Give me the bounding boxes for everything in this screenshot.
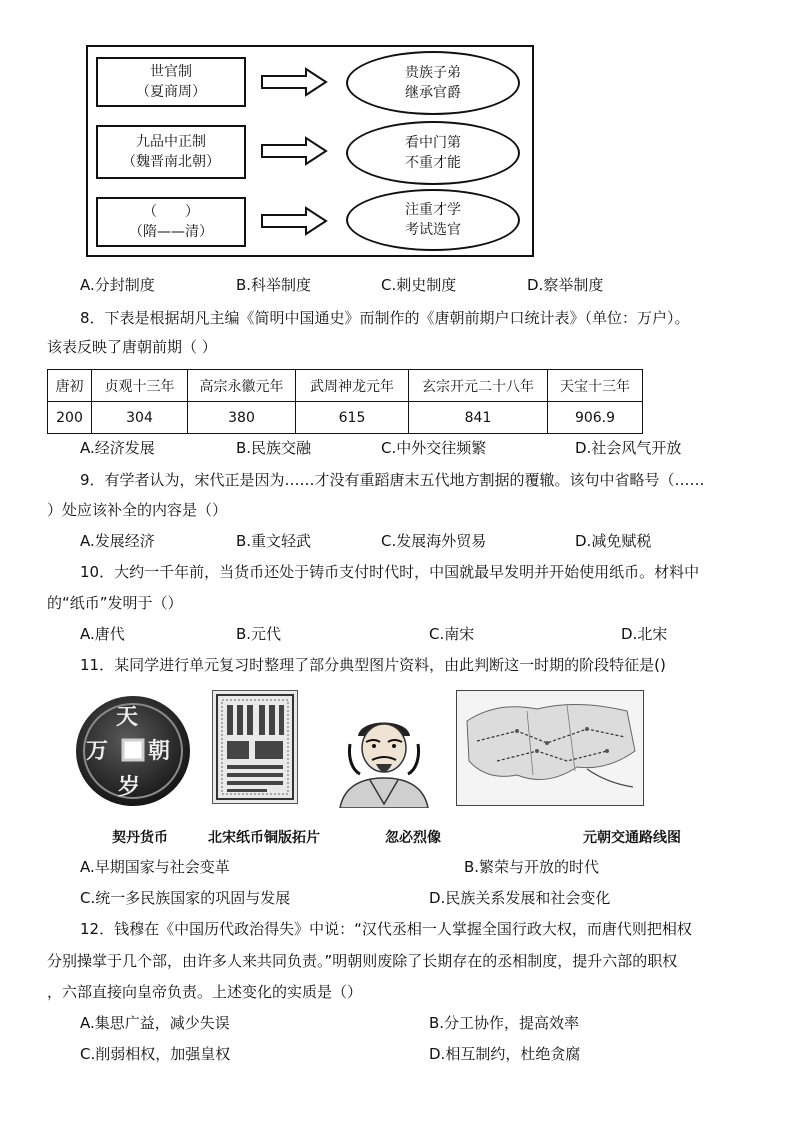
q8-option-d[interactable]: D.社会风气开放 bbox=[575, 439, 682, 457]
table-header-cell: 高宗永徽元年 bbox=[188, 370, 296, 402]
table-cell: 304 bbox=[92, 402, 188, 434]
table-row bbox=[48, 402, 643, 434]
q7-option-d[interactable]: D.察举制度 bbox=[527, 276, 604, 294]
diagram-oval-line1: 注重才学 bbox=[405, 202, 461, 218]
q8-stem-line1: 8．下表是根据胡凡主编《简明中国通史》而制作的《唐朝前期户口统计表》（单位：万户）。 bbox=[80, 309, 690, 327]
table-header-cell: 玄宗开元二十八年 bbox=[409, 370, 548, 402]
q10-option-d[interactable]: D.北宋 bbox=[621, 625, 668, 643]
q7-option-b[interactable]: B.科举制度 bbox=[236, 276, 312, 294]
table-cell: 200 bbox=[48, 402, 92, 434]
diagram-box-blank bbox=[96, 197, 246, 247]
q12-option-b[interactable]: B.分工协作，提高效率 bbox=[429, 1014, 580, 1032]
table-cell: 380 bbox=[188, 402, 296, 434]
coin-char-bottom: 岁 bbox=[118, 775, 141, 800]
diagram-box-line1: （ ） bbox=[143, 204, 199, 220]
q12-stem-line2: 分别操掌于几个部，由许多人来共同负责。”明朝则废除了长期存在的丞相制度，提升六部的职权 bbox=[47, 952, 678, 970]
diagram-box-jiupin bbox=[96, 125, 246, 179]
song-paper-money-image bbox=[212, 690, 298, 804]
arrow-right-icon bbox=[260, 67, 330, 97]
q12-stem-line3: ，六部直接向皇帝负责。上述变化的实质是（） bbox=[47, 983, 363, 1001]
table-header-cell: 唐初 bbox=[48, 370, 92, 402]
q11-stem: 11．某同学进行单元复习时整理了部分典型图片资料，由此判断这一时期的阶段特征是() bbox=[80, 656, 666, 674]
table-header-cell: 贞观十三年 bbox=[92, 370, 188, 402]
q10-stem-line2: 的“纸币”发明于（） bbox=[47, 594, 183, 612]
table-cell: 615 bbox=[296, 402, 409, 434]
diagram-oval-jiupin bbox=[346, 121, 520, 185]
diagram-box-line2: （夏商周） bbox=[136, 84, 206, 100]
caption-yuan-map: 元朝交通路线图 bbox=[583, 830, 681, 846]
diagram-box-line2: （魏晋南北朝） bbox=[122, 154, 220, 170]
q11-option-b[interactable]: B.繁荣与开放的时代 bbox=[464, 858, 600, 876]
coin-char-top: 天 bbox=[116, 705, 139, 730]
q10-option-b[interactable]: B.元代 bbox=[236, 625, 282, 643]
kublai-khan-portrait bbox=[330, 714, 438, 808]
caption-paper-money: 北宋纸币铜版拓片 bbox=[208, 830, 320, 846]
q8-option-a[interactable]: A.经济发展 bbox=[80, 439, 155, 457]
official-selection-diagram bbox=[86, 45, 534, 257]
q11-option-c[interactable]: C.统一多民族国家的巩固与发展 bbox=[80, 889, 291, 907]
yuan-transport-map-image bbox=[456, 690, 644, 806]
table-header-cell: 天宝十三年 bbox=[548, 370, 643, 402]
khitan-coin-image bbox=[74, 694, 192, 808]
coin-char-right: 朝 bbox=[148, 739, 171, 764]
q11-option-d[interactable]: D.民族关系发展和社会变化 bbox=[429, 889, 611, 907]
diagram-box-line1: 世官制 bbox=[150, 64, 192, 80]
q7-option-a[interactable]: A.分封制度 bbox=[80, 276, 155, 294]
diagram-oval-line2: 不重才能 bbox=[405, 155, 461, 171]
diagram-box-shiguan bbox=[96, 57, 246, 107]
diagram-oval-keju bbox=[346, 189, 520, 251]
diagram-oval-line1: 贵族子弟 bbox=[405, 65, 461, 81]
arrow-right-icon bbox=[260, 136, 330, 166]
q7-option-c[interactable]: C.刺史制度 bbox=[381, 276, 457, 294]
table-cell: 906.9 bbox=[548, 402, 643, 434]
diagram-oval-line2: 考试选官 bbox=[405, 222, 461, 238]
q9-option-a[interactable]: A.发展经济 bbox=[80, 532, 155, 550]
q10-option-a[interactable]: A.唐代 bbox=[80, 625, 125, 643]
table-header-cell: 武周神龙元年 bbox=[296, 370, 409, 402]
caption-khitan-coin: 契丹货币 bbox=[112, 830, 168, 846]
q9-option-b[interactable]: B.重文轻武 bbox=[236, 532, 312, 550]
q10-option-c[interactable]: C.南宋 bbox=[429, 625, 475, 643]
q8-option-c[interactable]: C.中外交往频繁 bbox=[381, 439, 487, 457]
q9-stem-line2: ）处应该补全的内容是（） bbox=[47, 501, 228, 519]
q11-option-a[interactable]: A.早期国家与社会变革 bbox=[80, 858, 230, 876]
diagram-oval-shiguan bbox=[346, 51, 520, 115]
diagram-oval-line2: 继承官爵 bbox=[405, 85, 461, 101]
q9-option-c[interactable]: C.发展海外贸易 bbox=[381, 532, 487, 550]
q8-stem-line2: 该表反映了唐朝前期（ ） bbox=[47, 338, 217, 356]
q12-option-d[interactable]: D.相互制约，杜绝贪腐 bbox=[429, 1045, 581, 1063]
q8-option-b[interactable]: B.民族交融 bbox=[236, 439, 312, 457]
diagram-oval-line1: 看中门第 bbox=[405, 135, 461, 151]
diagram-box-line2: （隋——清） bbox=[129, 224, 213, 240]
coin-char-left: 万 bbox=[86, 739, 109, 764]
q12-stem-line1: 12．钱穆在《中国历代政治得失》中说：“汉代丞相一人掌握全国行政大权，而唐代则把相权 bbox=[80, 920, 692, 938]
q12-option-c[interactable]: C.削弱相权，加强皇权 bbox=[80, 1045, 231, 1063]
tang-population-table bbox=[47, 369, 643, 434]
q10-stem-line1: 10．大约一千年前，当货币还处于铸币支付时代时，中国就最早发明并开始使用纸币。材料中 bbox=[80, 563, 700, 581]
table-cell: 841 bbox=[409, 402, 548, 434]
q9-stem-line1: 9．有学者认为，宋代正是因为……才没有重蹈唐末五代地方割据的覆辙。该句中省略号（…… bbox=[80, 471, 705, 489]
table-header-row bbox=[48, 370, 643, 402]
q9-option-d[interactable]: D.减免赋税 bbox=[575, 532, 652, 550]
q12-option-a[interactable]: A.集思广益，减少失误 bbox=[80, 1014, 230, 1032]
arrow-right-icon bbox=[260, 206, 330, 236]
caption-kublai: 忽必烈像 bbox=[385, 830, 441, 846]
diagram-box-line1: 九品中正制 bbox=[136, 134, 206, 150]
